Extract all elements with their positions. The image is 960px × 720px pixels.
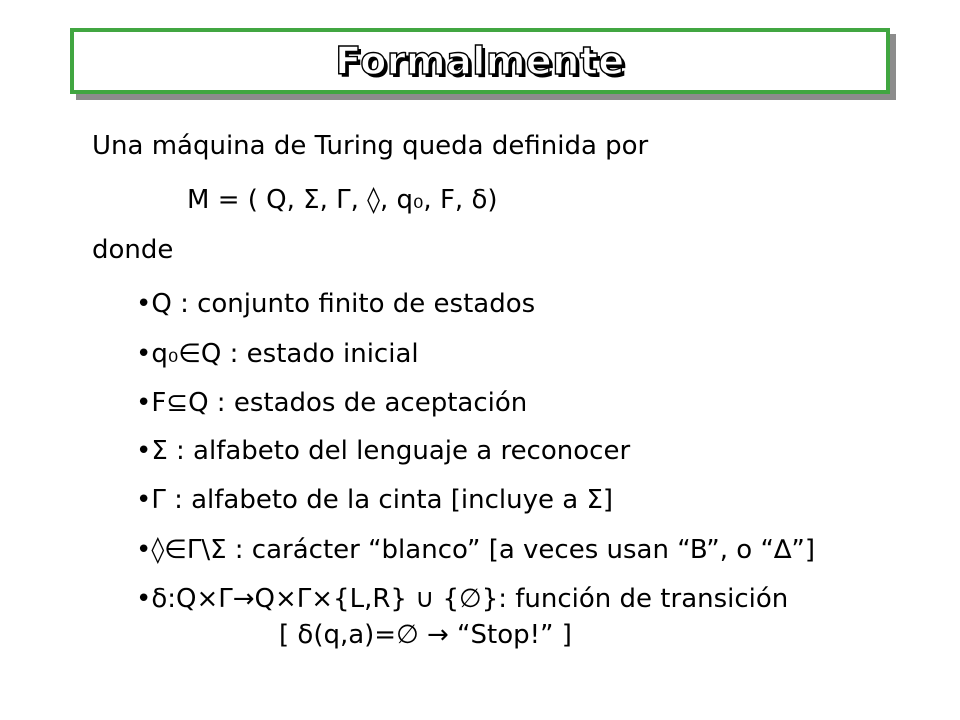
list-item-tape-alphabet: •Γ : alfabeto de la cinta [incluye a Σ] (136, 485, 614, 515)
where-text: donde (92, 235, 174, 265)
list-item-blank-symbol: •◊∈Γ\Σ : carácter “blanco” [a veces usan “B”, o “∆”] (136, 535, 815, 565)
transition-stop-note: [ δ(q,a)=∅ → “Stop!” ] (279, 620, 572, 650)
list-item-states: •Q : conjunto finito de estados (136, 289, 536, 319)
list-item-initial-state: •q₀∈Q : estado inicial (136, 339, 419, 369)
list-item-accept-states: •F⊆Q : estados de aceptación (136, 388, 528, 418)
slide-title: Formalmente (335, 39, 625, 83)
tuple-definition: M = ( Q, Σ, Γ, ◊, q₀, F, δ) (187, 185, 498, 215)
list-item-input-alphabet: •Σ : alfabeto del lenguaje a reconocer (136, 436, 631, 466)
list-item-transition-function: •δ:Q×Γ→Q×Γ×{L,R} ∪ {∅}: función de transición (136, 584, 789, 614)
title-box (70, 28, 890, 94)
intro-text: Una máquina de Turing queda definida por (92, 131, 649, 161)
